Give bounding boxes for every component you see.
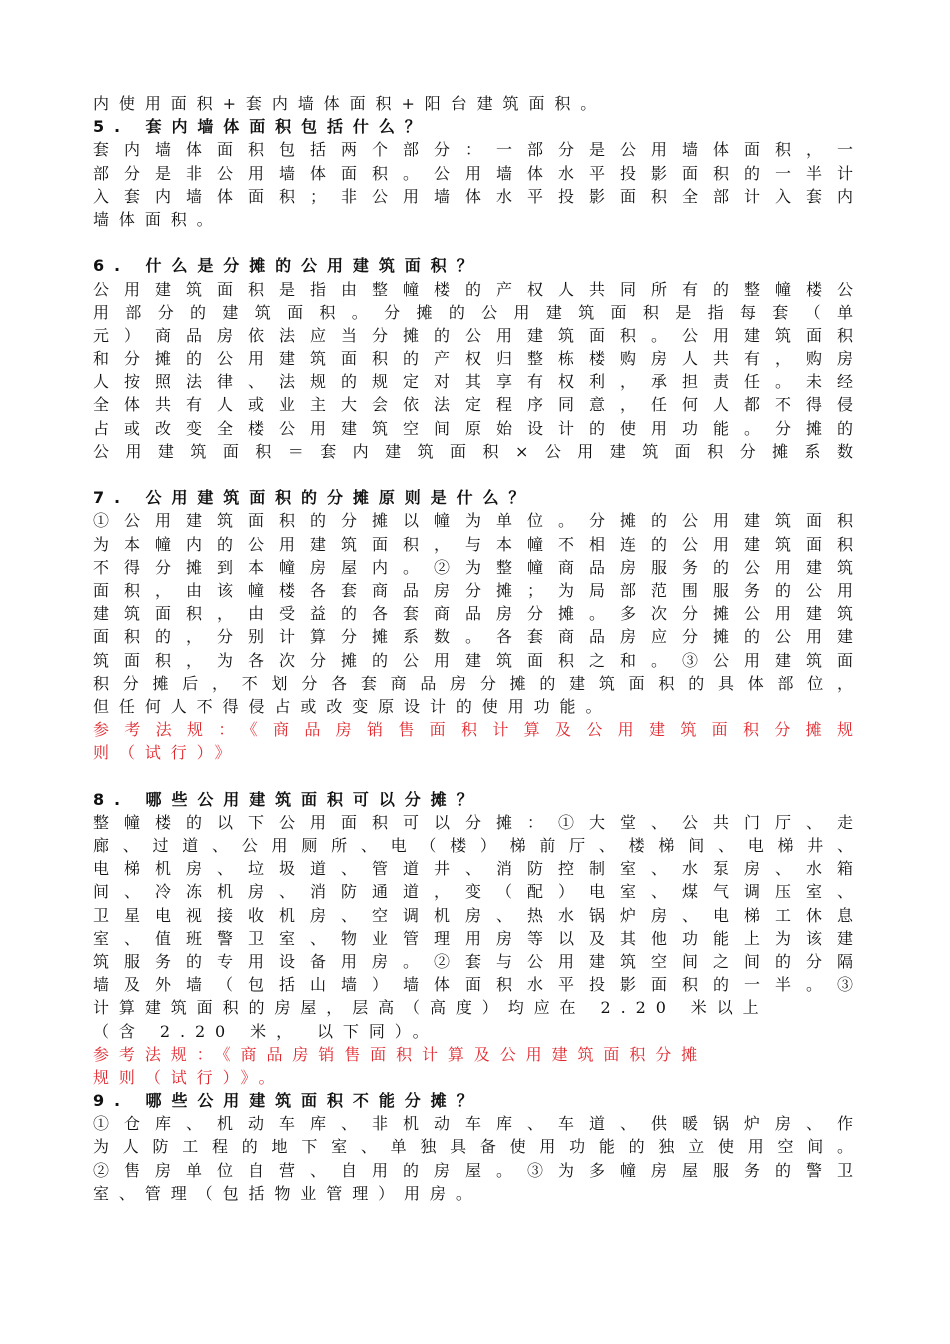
section-q7	[93, 486, 853, 764]
heading-q9: 9. 哪些公用建筑面积不能分摊？	[93, 1091, 483, 1111]
body-line: ②售房单位自营、自用的房屋。③为多幢房屋服务的警卫	[93, 1160, 853, 1180]
body-line: 部分是非公用墙体面积。公用墙体水平投影面积的一半计	[93, 163, 853, 183]
section-q5	[93, 115, 853, 231]
reference-line: 规则（试行）》。	[93, 1067, 285, 1087]
body-line: 全体共有人或业主大会依法定程序同意，任何人都不得侵	[93, 395, 853, 415]
body-line: 间、冷冻机房、消防通道，变（配）电室、煤气调压室、	[93, 882, 853, 902]
body-line: ①仓库、机动车库、非机动车库、车道、供暖锅炉房、作	[93, 1114, 853, 1134]
section-q4-tail	[93, 92, 853, 115]
section-q6	[93, 254, 853, 463]
spacer	[93, 231, 853, 254]
body-line: 积分摊后，不划分各套商品房分摊的建筑面积的具体部位，	[93, 673, 853, 693]
body-line: 但任何人不得侵占或改变原设计的使用功能。	[93, 696, 612, 716]
body-line: 室、管理（包括物业管理）用房。	[93, 1183, 482, 1203]
body-line: 计算建筑面积的房屋，层高（高度）均应在 2.20 米以上	[93, 998, 769, 1018]
body-line: 为人防工程的地下室、单独具备使用功能的独立使用空间。	[93, 1137, 853, 1157]
body-line: 室、值班警卫室、物业管理用房等以及其他功能上为该建	[93, 928, 853, 948]
body-line: 和分摊的公用建筑面积的产权归整栋楼购房人共有，购房	[93, 349, 853, 369]
heading-q5: 5. 套内墙体面积包括什么？	[93, 117, 431, 137]
spacer	[93, 463, 853, 486]
body-line: 公用建筑面积是指由整幢楼的产权人共同所有的整幢楼公	[93, 279, 853, 299]
section-q9	[93, 1089, 853, 1205]
body-line: 面积，由该幢楼各套商品房分摊；为局部范围服务的公用	[93, 580, 853, 600]
body-line: 卫星电视接收机房、空调机房、热水锅炉房、电梯工休息	[93, 905, 853, 925]
body-line: 人按照法律、法规的规定对其享有权利，承担责任。未经	[93, 372, 853, 392]
body-line: 入套内墙体面积；非公用墙体水平投影面积全部计入套内	[93, 186, 853, 206]
body-line: ①公用建筑面积的分摊以幢为单位。分摊的公用建筑面积	[93, 511, 853, 531]
spacer	[93, 764, 853, 787]
body-line: 用部分的建筑面积。分摊的公用建筑面积是指每套（单	[93, 302, 853, 322]
reference-line: 则（试行）》	[93, 743, 241, 763]
body-line: 内使用面积+套内墙体面积+阳台建筑面积。	[93, 94, 607, 113]
reference-line: 参考法规：《商品房销售面积计算及公用建筑面积分摊规	[93, 720, 853, 740]
body-line: 面积的，分别计算分摊系数。各套商品房应分摊的公用建	[93, 627, 853, 647]
reference-line: 参考法规：《商品房销售面积计算及公用建筑面积分摊	[93, 1044, 708, 1064]
heading-q7: 7. 公用建筑面积的分摊原则是什么？	[93, 488, 535, 508]
section-q8	[93, 788, 853, 1089]
body-line: 筑服务的专用设备用房。②套与公用建筑空间之间的分隔	[93, 951, 853, 971]
body-line: 套内墙体面积包括两个部分：一部分是公用墙体面积，一	[93, 140, 853, 160]
body-line: 电梯机房、垃圾道、管道井、消防控制室、水泵房、水箱	[93, 859, 853, 879]
body-line: 公用建筑面积＝套内建筑面积×公用建筑面积分摊系数	[93, 441, 853, 461]
body-line: （含 2.20 米， 以下同）。	[93, 1021, 439, 1041]
body-line: 廊、过道、公用厕所、电（楼）梯前厅、楼梯间、电梯井、	[93, 836, 853, 855]
body-line: 墙及外墙（包括山墙）墙体面积水平投影面积的一半。③	[93, 975, 853, 995]
body-line: 占或改变全楼公用建筑空间原始设计的使用功能。分摊的	[93, 418, 853, 438]
body-line: 建筑面积，由受益的各套商品房分摊。多次分摊公用建筑	[93, 604, 853, 624]
body-line: 整幢楼的以下公用面积可以分摊：①大堂、公共门厅、走	[93, 812, 853, 832]
body-line: 为本幢内的公用建筑面积，与本幢不相连的公用建筑面积	[93, 534, 853, 554]
body-line: 不得分摊到本幢房屋内。②为整幢商品房服务的公用建筑	[93, 557, 853, 577]
document-page	[93, 92, 853, 1205]
body-line: 筑面积，为各次分摊的公用建筑面积之和。③公用建筑面	[93, 650, 853, 670]
body-line: 元）商品房依法应当分摊的公用建筑面积。公用建筑面积	[93, 325, 853, 345]
heading-q8: 8. 哪些公用建筑面积可以分摊？	[93, 789, 483, 809]
body-line: 墙体面积。	[93, 209, 223, 229]
heading-q6: 6. 什么是分摊的公用建筑面积？	[93, 256, 483, 276]
